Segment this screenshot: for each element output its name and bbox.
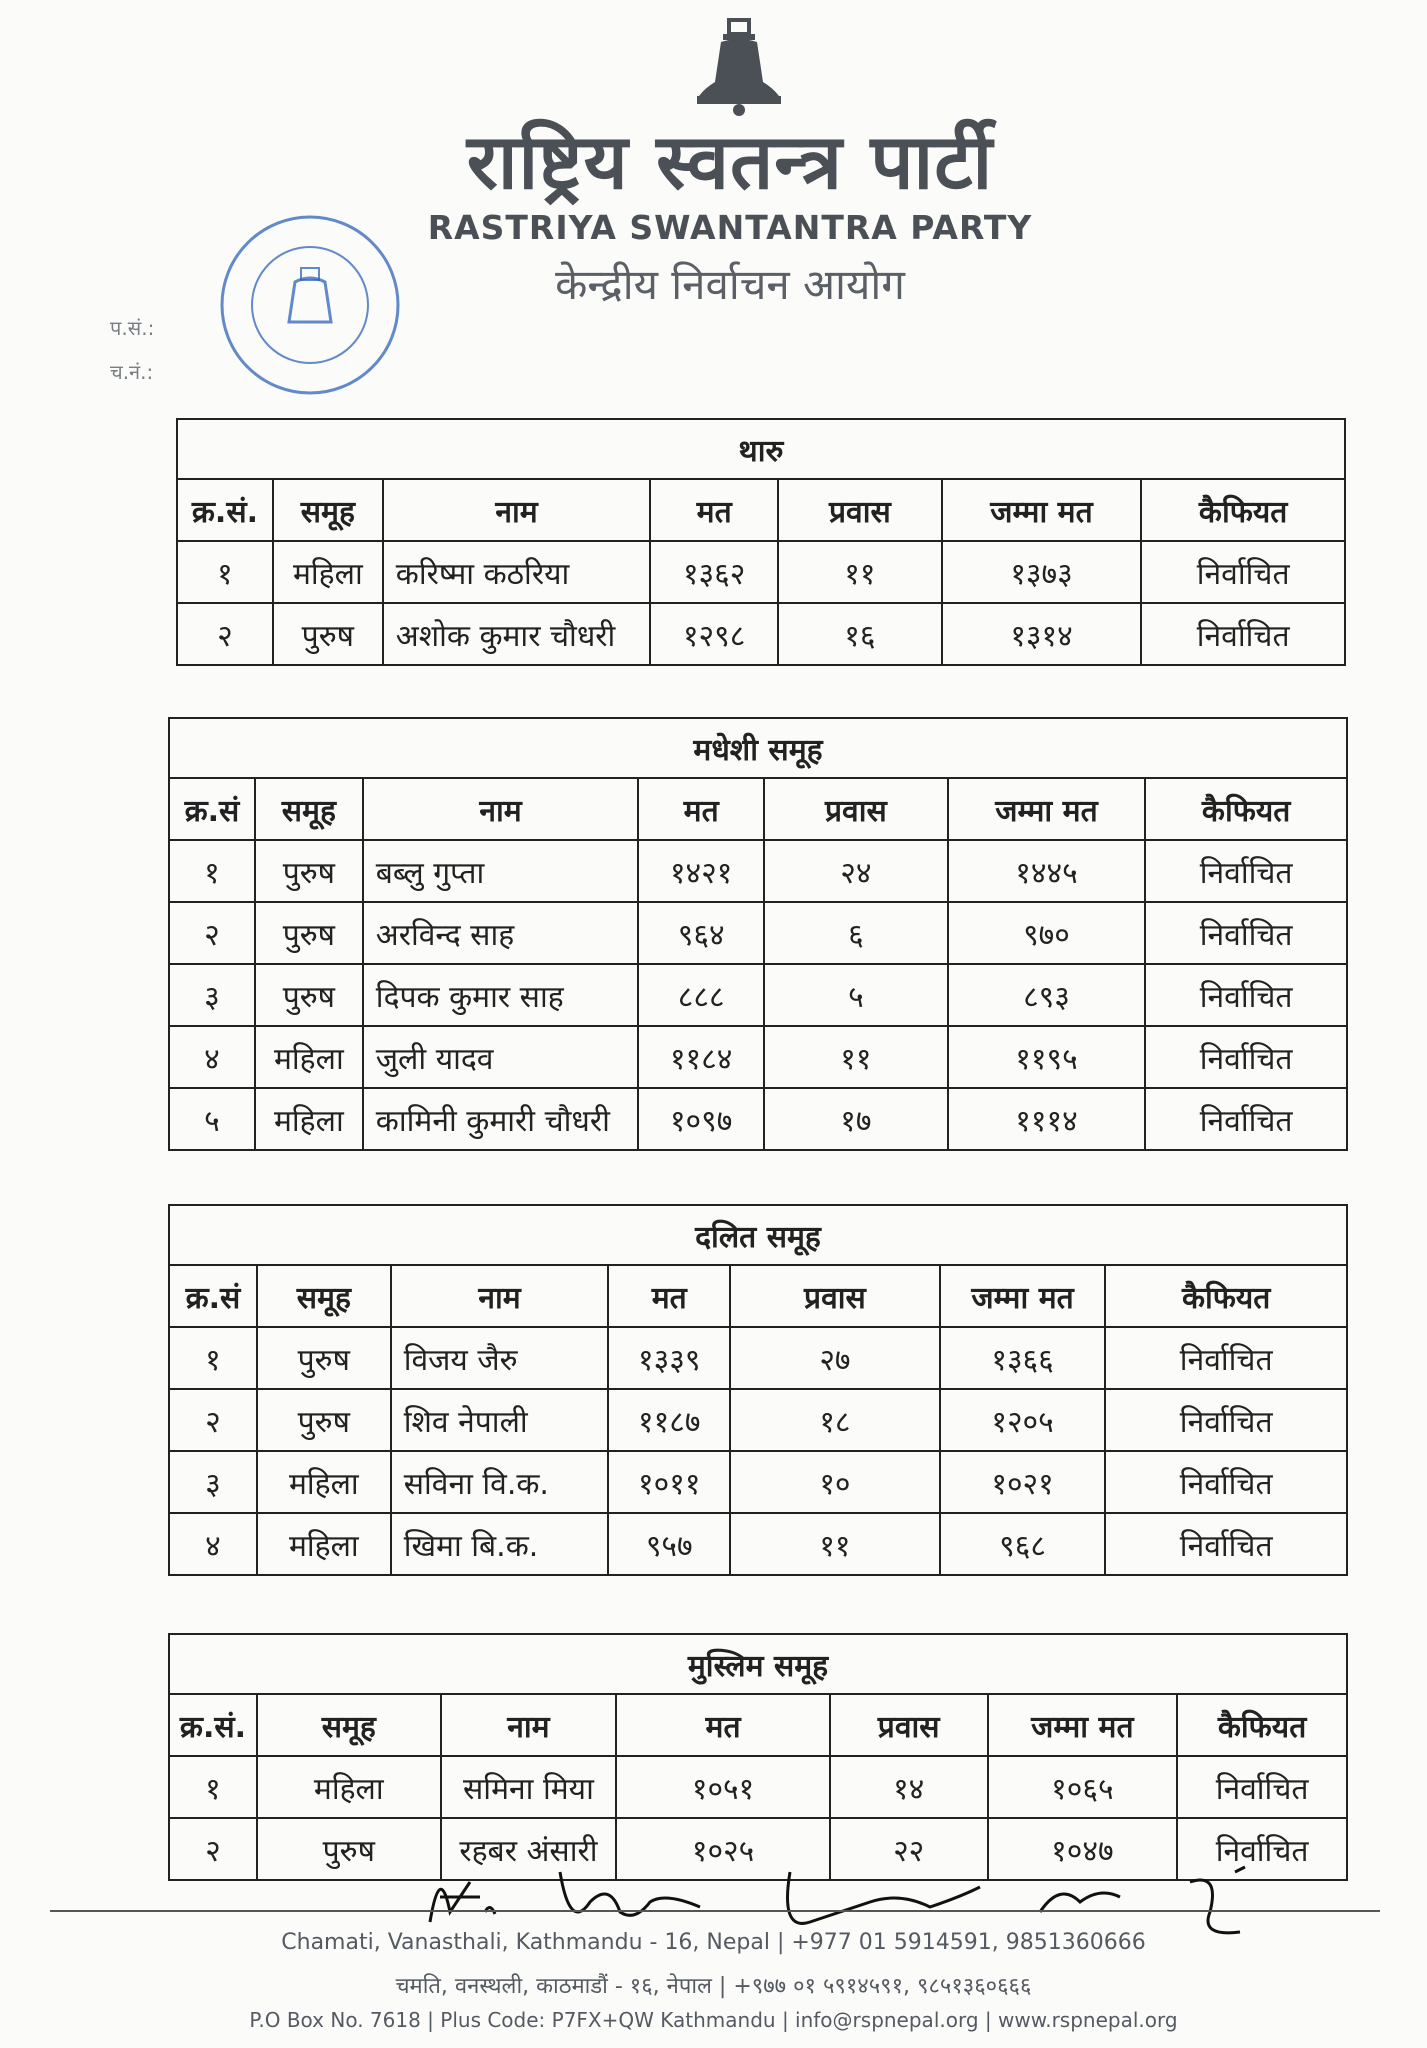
- col-group: समूह: [257, 1265, 391, 1327]
- cell-vote: ११८७: [608, 1389, 730, 1451]
- cell-vote: ८८८: [638, 964, 764, 1026]
- cell-vote: १०९७: [638, 1088, 764, 1150]
- cell-vote: ९६४: [638, 902, 764, 964]
- cell-serial: १: [169, 840, 255, 902]
- cell-total: १३१४: [942, 603, 1142, 665]
- cell-serial: ४: [169, 1513, 257, 1575]
- cell-abroad: १८: [730, 1389, 940, 1451]
- party-seal-stamp: [215, 210, 405, 400]
- col-vote: मत: [650, 479, 778, 541]
- dalit-results-table: [168, 1204, 1348, 1576]
- cell-total: ८९३: [948, 964, 1146, 1026]
- cell-remark: निर्वाचित: [1141, 541, 1345, 603]
- cell-remark: निर्वाचित: [1177, 1818, 1347, 1880]
- table-title: थारु: [177, 419, 1345, 479]
- col-remark: कैफियत: [1105, 1265, 1347, 1327]
- col-group: समूह: [273, 479, 383, 541]
- col-abroad: प्रवास: [764, 778, 948, 840]
- cell-total: १३६६: [940, 1327, 1106, 1389]
- cell-serial: १: [169, 1756, 257, 1818]
- cell-total: १११४: [948, 1088, 1146, 1150]
- cell-name: अरविन्द साह: [363, 902, 638, 964]
- cell-remark: निर्वाचित: [1145, 964, 1347, 1026]
- cell-name: रहबर अंसारी: [441, 1818, 617, 1880]
- col-name: नाम: [383, 479, 650, 541]
- cell-total: ११९५: [948, 1026, 1146, 1088]
- cell-group: पुरुष: [257, 1818, 441, 1880]
- table-row: [169, 1756, 1347, 1818]
- col-serial: क्र.सं: [169, 1265, 257, 1327]
- table-header-row: [169, 778, 1347, 840]
- cell-group: पुरुष: [255, 902, 363, 964]
- cell-vote: १०११: [608, 1451, 730, 1513]
- party-name-nepali: राष्ट्रिय स्वतन्त्र पार्टी: [466, 117, 994, 206]
- cell-serial: ३: [169, 964, 255, 1026]
- cell-serial: २: [177, 603, 273, 665]
- cell-vote: ११८४: [638, 1026, 764, 1088]
- col-group: समूह: [257, 1694, 441, 1756]
- table-header-row: [169, 1265, 1347, 1327]
- cell-group: महिला: [257, 1451, 391, 1513]
- cell-total: १०२१: [940, 1451, 1106, 1513]
- cell-vote: १२९८: [650, 603, 778, 665]
- cell-remark: निर्वाचित: [1145, 1026, 1347, 1088]
- cell-group: पुरुष: [257, 1327, 391, 1389]
- cell-remark: निर्वाचित: [1145, 840, 1347, 902]
- cell-group: महिला: [255, 1088, 363, 1150]
- cell-name: समिना मिया: [441, 1756, 617, 1818]
- cell-group: महिला: [257, 1756, 441, 1818]
- cell-remark: निर्वाचित: [1145, 1088, 1347, 1150]
- col-total: जम्मा मत: [988, 1694, 1178, 1756]
- col-name: नाम: [441, 1694, 617, 1756]
- cell-name: खिमा बि.क.: [391, 1513, 609, 1575]
- cell-group: पुरुष: [255, 840, 363, 902]
- cell-total: १०४७: [988, 1818, 1178, 1880]
- cell-name: दिपक कुमार साह: [363, 964, 638, 1026]
- cell-group: पुरुष: [273, 603, 383, 665]
- cell-group: महिला: [273, 541, 383, 603]
- col-vote: मत: [616, 1694, 830, 1756]
- cell-vote: १०५१: [616, 1756, 830, 1818]
- cell-group: महिला: [255, 1026, 363, 1088]
- table-row: [169, 840, 1347, 902]
- col-vote: मत: [638, 778, 764, 840]
- table-row: [169, 964, 1347, 1026]
- dispatch-number-label: च.नं.:: [110, 360, 154, 384]
- table-title: दलित समूह: [169, 1205, 1347, 1265]
- col-total: जम्मा मत: [942, 479, 1142, 541]
- col-abroad: प्रवास: [730, 1265, 940, 1327]
- col-name: नाम: [391, 1265, 609, 1327]
- cell-abroad: ११: [778, 541, 942, 603]
- bell-logo-icon: [693, 18, 785, 118]
- table-row: [169, 1513, 1347, 1575]
- contact-info: P.O Box No. 7618 | Plus Code: P7FX+QW Kathmandu | info@rspnepal.org | www.rspnepal.org: [249, 2008, 1178, 2032]
- cell-remark: निर्वाचित: [1105, 1389, 1347, 1451]
- table-header-row: [169, 1694, 1347, 1756]
- table-row: [177, 541, 1345, 603]
- cell-group: महिला: [257, 1513, 391, 1575]
- table-row: [177, 603, 1345, 665]
- table-title: मुस्लिम समूह: [169, 1634, 1347, 1694]
- cell-serial: ४: [169, 1026, 255, 1088]
- reference-number-label: प.सं.:: [110, 316, 155, 340]
- cell-serial: १: [169, 1327, 257, 1389]
- col-remark: कैफियत: [1177, 1694, 1347, 1756]
- cell-remark: निर्वाचित: [1145, 902, 1347, 964]
- cell-vote: १३३९: [608, 1327, 730, 1389]
- cell-total: १२०५: [940, 1389, 1106, 1451]
- cell-name: करिष्मा कठरिया: [383, 541, 650, 603]
- cell-serial: ५: [169, 1088, 255, 1150]
- cell-abroad: ११: [730, 1513, 940, 1575]
- cell-group: पुरुष: [257, 1389, 391, 1451]
- address-nepali: चमति, वनस्थली, काठमाडौं - १६, नेपाल | +९७७ ०१ ५९१४५९१, ९८५१३६०६६६: [395, 1974, 1032, 1999]
- cell-remark: निर्वाचित: [1105, 1327, 1347, 1389]
- table-row: [169, 1389, 1347, 1451]
- tharu-results-table: [176, 418, 1346, 666]
- letterhead: [0, 0, 1427, 400]
- col-abroad: प्रवास: [778, 479, 942, 541]
- footer-divider: [50, 1910, 1380, 1912]
- cell-abroad: १७: [764, 1088, 948, 1150]
- cell-abroad: ६: [764, 902, 948, 964]
- cell-abroad: २७: [730, 1327, 940, 1389]
- cell-serial: १: [177, 541, 273, 603]
- col-total: जम्मा मत: [948, 778, 1146, 840]
- cell-name: विजय जैरु: [391, 1327, 609, 1389]
- cell-name: अशोक कुमार चौधरी: [383, 603, 650, 665]
- cell-abroad: ५: [764, 964, 948, 1026]
- cell-serial: ३: [169, 1451, 257, 1513]
- cell-total: १०६५: [988, 1756, 1178, 1818]
- table-row: [169, 1327, 1347, 1389]
- cell-group: पुरुष: [255, 964, 363, 1026]
- cell-vote: १३६२: [650, 541, 778, 603]
- cell-vote: १४२१: [638, 840, 764, 902]
- commission-name: केन्द्रीय निर्वाचन आयोग: [555, 260, 905, 309]
- cell-name: जुली यादव: [363, 1026, 638, 1088]
- cell-abroad: ११: [764, 1026, 948, 1088]
- col-serial: क्र.सं: [169, 778, 255, 840]
- col-serial: क्र.सं.: [169, 1694, 257, 1756]
- cell-remark: निर्वाचित: [1105, 1513, 1347, 1575]
- col-vote: मत: [608, 1265, 730, 1327]
- cell-abroad: १६: [778, 603, 942, 665]
- table-row: [169, 1026, 1347, 1088]
- cell-name: बब्लु गुप्ता: [363, 840, 638, 902]
- col-serial: क्र.सं.: [177, 479, 273, 541]
- cell-remark: निर्वाचित: [1177, 1756, 1347, 1818]
- table-row: [169, 1451, 1347, 1513]
- cell-serial: २: [169, 1389, 257, 1451]
- col-name: नाम: [363, 778, 638, 840]
- party-name-english: RASTRIYA SWANTANTRA PARTY: [427, 208, 1033, 247]
- cell-total: १४४५: [948, 840, 1146, 902]
- cell-abroad: २२: [830, 1818, 988, 1880]
- cell-remark: निर्वाचित: [1105, 1451, 1347, 1513]
- col-group: समूह: [255, 778, 363, 840]
- col-total: जम्मा मत: [940, 1265, 1106, 1327]
- cell-name: शिव नेपाली: [391, 1389, 609, 1451]
- cell-remark: निर्वाचित: [1141, 603, 1345, 665]
- cell-abroad: २४: [764, 840, 948, 902]
- table-header-row: [177, 479, 1345, 541]
- madheshi-results-table: [168, 717, 1348, 1151]
- cell-total: ९७०: [948, 902, 1146, 964]
- col-remark: कैफियत: [1145, 778, 1347, 840]
- signatures: [420, 1842, 1280, 1942]
- cell-abroad: १४: [830, 1756, 988, 1818]
- cell-vote: ९५७: [608, 1513, 730, 1575]
- table-row: [169, 1088, 1347, 1150]
- col-remark: कैफियत: [1141, 479, 1345, 541]
- cell-total: १३७३: [942, 541, 1142, 603]
- cell-total: ९६८: [940, 1513, 1106, 1575]
- address-english: Chamati, Vanasthali, Kathmandu - 16, Nepal | +977 01 5914591, 9851360666: [281, 1930, 1146, 1955]
- table-title: मधेशी समूह: [169, 718, 1347, 778]
- cell-serial: २: [169, 1818, 257, 1880]
- table-row: [169, 902, 1347, 964]
- cell-vote: १०२५: [616, 1818, 830, 1880]
- cell-name: सविना वि.क.: [391, 1451, 609, 1513]
- cell-abroad: १०: [730, 1451, 940, 1513]
- cell-name: कामिनी कुमारी चौधरी: [363, 1088, 638, 1150]
- cell-serial: २: [169, 902, 255, 964]
- col-abroad: प्रवास: [830, 1694, 988, 1756]
